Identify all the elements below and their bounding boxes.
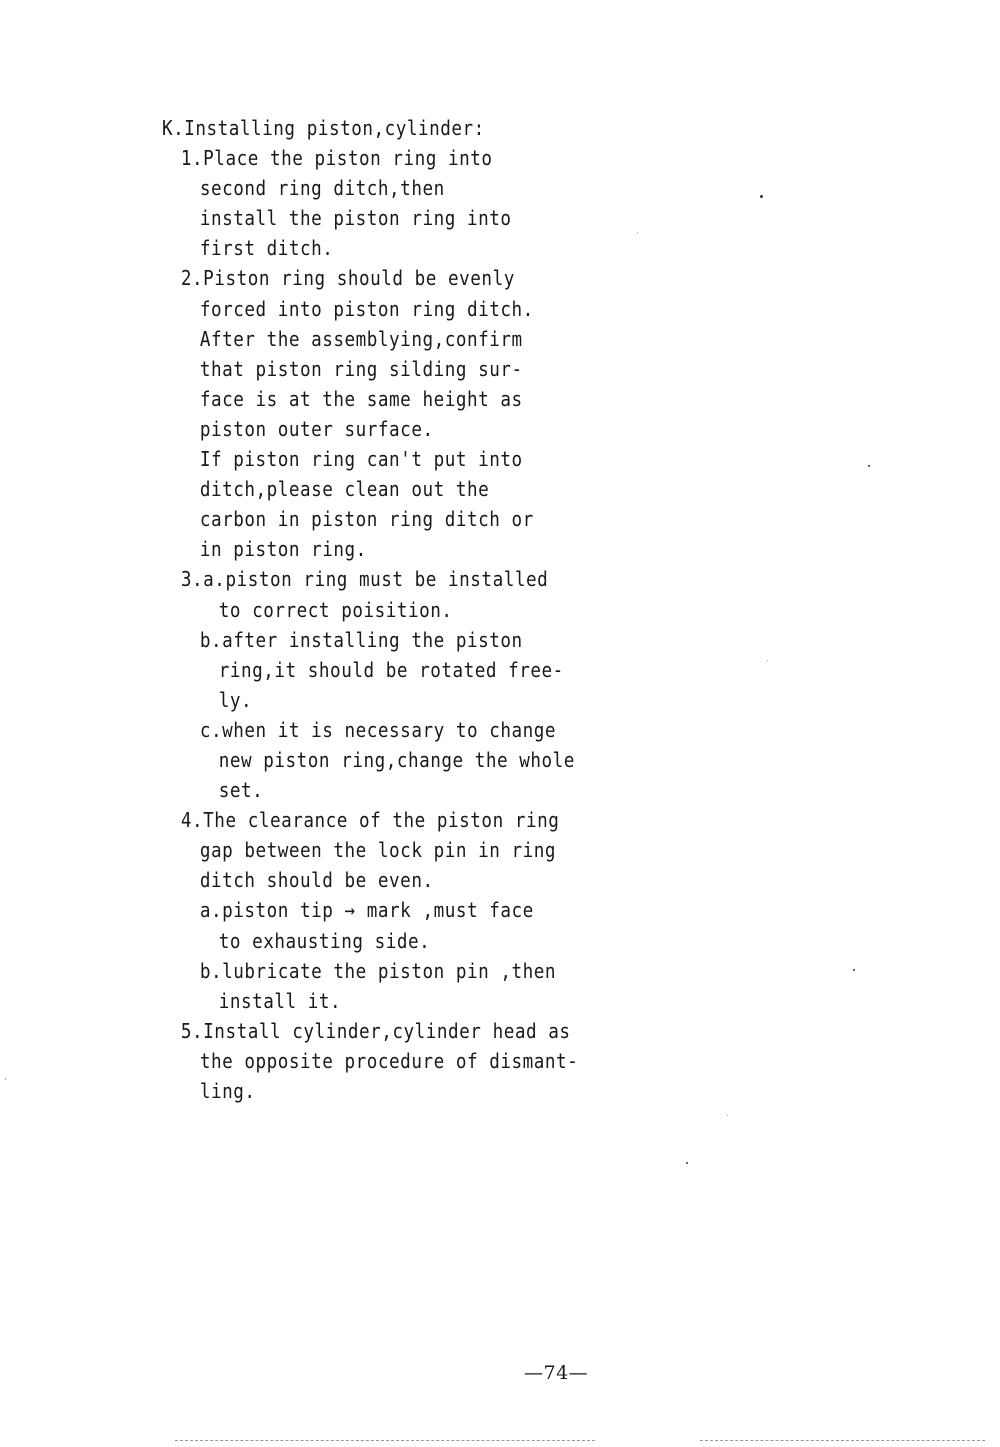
scan-speck <box>767 660 768 661</box>
text-line: new piston ring,change the whole <box>218 747 575 772</box>
text-line: c.when it is necessary to change <box>199 717 557 742</box>
text-line: 4.The clearance of the piston ring <box>180 808 560 833</box>
scan-speck <box>686 1162 688 1164</box>
text-line: the opposite procedure of dismant- <box>199 1048 579 1073</box>
text-line: If piston ring can't put into <box>199 447 523 472</box>
text-line: install it. <box>218 988 342 1013</box>
text-line: gap between the lock pin in ring <box>199 838 557 863</box>
text-line: ring,it should be rotated free- <box>218 657 564 682</box>
text-line: piston outer surface. <box>199 416 434 441</box>
text-line: ly. <box>218 687 253 712</box>
text-line: K.Installing piston,cylinder: <box>162 116 485 140</box>
text-line: b.after installing the piston <box>199 627 523 652</box>
text-line: first ditch. <box>199 236 334 261</box>
text-line: forced into piston ring ditch. <box>199 296 534 321</box>
text-line: carbon in piston ring ditch or <box>199 507 534 532</box>
scan-speck <box>637 232 638 233</box>
text-line: After the assemblying,confirm <box>199 326 523 351</box>
text-line: install the piston ring into <box>199 206 512 231</box>
scan-speck <box>868 465 870 467</box>
text-line: 3.a.piston ring must be installed <box>180 567 549 592</box>
scan-speck <box>727 1115 728 1116</box>
text-line: set. <box>218 778 264 803</box>
text-line: b.lubricate the piston pin ,then <box>199 958 557 983</box>
instruction-text <box>162 113 642 1106</box>
text-line: that piston ring silding sur- <box>199 356 523 381</box>
text-line: second ring ditch,then <box>199 176 445 201</box>
scan-speck <box>853 969 855 971</box>
footer-rule <box>700 1440 985 1442</box>
text-line: face is at the same height as <box>199 386 523 411</box>
text-line: to exhausting side. <box>218 928 431 953</box>
text-line: 1.Place the piston ring into <box>180 146 493 171</box>
text-line: ditch,please clean out the <box>199 477 490 502</box>
text-line: ditch should be even. <box>199 868 434 893</box>
footer-rule <box>175 1440 595 1442</box>
text-line: ling. <box>199 1079 256 1103</box>
text-line: 5.Install cylinder,cylinder head as <box>180 1018 571 1043</box>
scan-speck <box>760 195 763 198</box>
text-line: in piston ring. <box>199 537 367 562</box>
text-line: 2.Piston ring should be evenly <box>180 266 515 291</box>
page-number: —74— <box>524 1362 589 1384</box>
scan-speck <box>5 1078 6 1080</box>
text-line: to correct poisition. <box>218 597 453 622</box>
text-line: a.piston tip → mark ,must face <box>199 898 534 923</box>
